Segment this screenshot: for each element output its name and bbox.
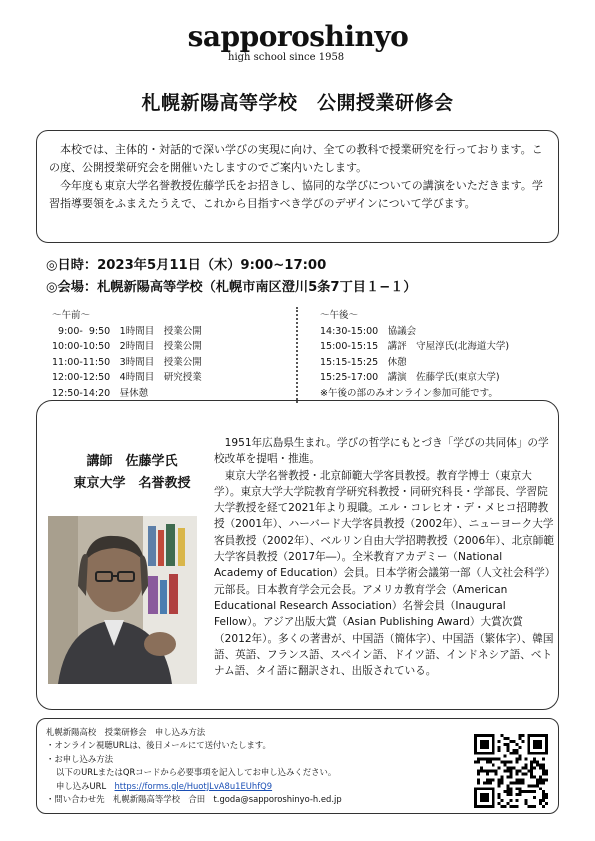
lecturer-bio bbox=[214, 435, 554, 679]
registration-info bbox=[46, 726, 342, 806]
school-logo bbox=[168, 22, 428, 72]
schedule-item: 14:30-15:00 協議会 bbox=[320, 325, 417, 337]
bio-paragraph: 1951年広島県生まれ。学びの哲学にもとづき「学びの共同体」の学校改革を提唱・推進。 bbox=[214, 437, 549, 466]
lecturer-portrait-illustration bbox=[48, 516, 197, 684]
schedule-heading: ～午後～ bbox=[320, 310, 359, 321]
intro-paragraph: 本校では、主体的・対話的で深い学びの実現に向け、全ての教科で授業研究を行っております。この度、公開授業研究会を開催いたしますのでご案内いたします。 bbox=[49, 143, 543, 174]
event-venue: ◎会場：札幌新陽高等学校（札幌市南区澄川5条7丁目１−１） bbox=[46, 280, 417, 295]
schedule-item: 15:15-15:25 休憩 bbox=[320, 356, 407, 368]
apply-url-link[interactable]: https://forms.gle/HuotJLvA8u1EUhfQ9 bbox=[114, 780, 273, 791]
apply-url-label: 申し込みURL bbox=[56, 780, 107, 791]
qr-code-icon bbox=[474, 734, 548, 808]
schedule-afternoon bbox=[320, 308, 509, 402]
logo-tagline: high school since 1958 bbox=[228, 52, 345, 63]
schedule-item: 9:00- 9:50 1時間目 授業公開 bbox=[52, 325, 202, 337]
online-note: ・オンライン視聴URLは、後日メールにて送付いたします。 bbox=[46, 740, 271, 751]
schedule-item: 12:00-12:50 4時間目 研究授業 bbox=[52, 372, 202, 384]
schedule-item: 10:00-10:50 2時間目 授業公開 bbox=[52, 341, 202, 353]
bio-paragraph: 東京大学名誉教授・北京師範大学客員教授。教育学博士（東京大学）。東京大学大学院教育学研究科教授・同研究科長・学部長、学習院大学教授を経て2021年より現職。エル・コレヒオ・デ・メヒコ招聘教授（2001年）、ハーバード大学客員教授（2002年）、ニューヨーク大学客員教授（2002年）、ベルリン自由大学招聘教授（2006年）、北京師範大学客員教授（2017年―）。全米教育アカデミー（National Academy of Education）会員。日本学術会議第一部（人文社会科学）元部長。日本教育学会元会長。アメリカ教育学会（American Educational Research Association）名誉会員（Inaugural Fellow）。アジア出版大賞（Asian Publishing Award）大賞次賞（2012年）。多くの著書が、中国語（簡体字）、中国語（繁体字）、韓国語、英語、フランス語、スペイン語、ドイツ語、インドネシア語、ベトナム語、タイ語に翻訳され、出版されている。 bbox=[214, 469, 554, 678]
intro-paragraph: 今年度も東京大学名誉教授佐藤学氏をお招きし、協同的な学びについての講演をいただきます。学習指導要領をふまえたうえで、これから目指すべき学びのデザインについて学びます。 bbox=[49, 179, 543, 210]
contact-info: ・問い合わせ先 札幌新陽高等学校 合田 t.goda@sapporoshinyo-h.ed.jp bbox=[46, 794, 342, 805]
qr-code[interactable] bbox=[474, 734, 548, 808]
registration-heading: 札幌新陽高校 授業研修会 申し込み方法 bbox=[46, 727, 206, 737]
lecturer-heading bbox=[58, 451, 206, 495]
schedule-heading: ～午前～ bbox=[52, 310, 91, 321]
schedule-item: 12:50-14:20 昼休憩 bbox=[52, 387, 149, 399]
event-date: ◎日時：2023年5月11日（木）9:00~17:00 bbox=[46, 258, 327, 273]
page-title: 札幌新陽高等学校 公開授業研修会 bbox=[141, 92, 454, 114]
apply-instructions: 以下のURLまたはQRコードから必要事項を記入してお申し込みください。 bbox=[56, 767, 337, 778]
schedule-item: 11:00-11:50 3時間目 授業公開 bbox=[52, 356, 202, 368]
schedule-item: 15:00-15:15 講評 守屋淳氏(北海道大学) bbox=[320, 341, 510, 353]
lecturer-name: 講師 佐藤学氏 bbox=[86, 454, 178, 469]
lecturer-photo bbox=[48, 516, 197, 684]
schedule-item: ※午後の部のみオンライン参加可能です。 bbox=[320, 387, 498, 399]
lecturer-affiliation: 東京大学 名誉教授 bbox=[73, 476, 191, 491]
schedule-morning bbox=[52, 308, 202, 402]
apply-url-row bbox=[46, 780, 342, 793]
schedule-item: 15:25-17:00 講演 佐藤学氏(東京大学) bbox=[320, 372, 500, 384]
logo-wordmark: sapporoshinyo bbox=[187, 20, 409, 53]
apply-heading: ・お申し込み方法 bbox=[46, 753, 113, 764]
intro-box bbox=[36, 130, 559, 243]
schedule-divider bbox=[296, 307, 298, 403]
